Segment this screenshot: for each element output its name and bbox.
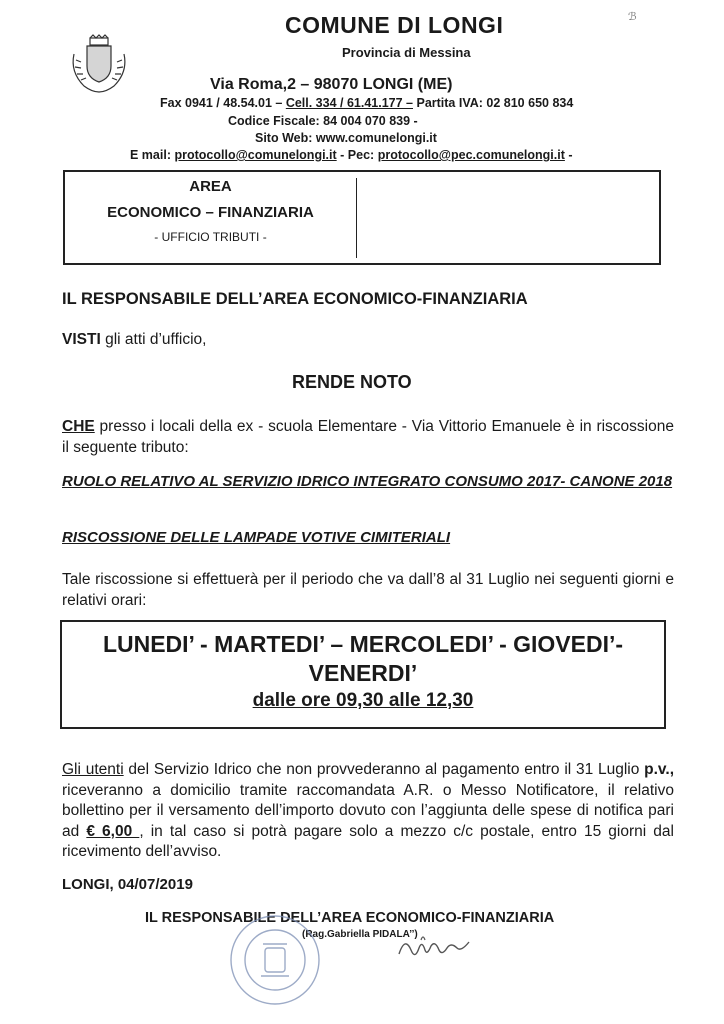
handwritten-signature-icon	[395, 932, 475, 962]
area-box	[63, 170, 661, 265]
email-link[interactable]: protocollo@comunelongi.it	[174, 148, 337, 162]
utenti-text-1: del Servizio Idrico che non provvederanno al pagamento entro il 31 Luglio	[123, 761, 645, 778]
email-label: E mail:	[130, 148, 171, 162]
date-line: LONGI, 04/07/2019	[62, 876, 193, 893]
page-subtitle: Provincia di Messina	[342, 45, 471, 60]
utenti-paragraph	[62, 760, 674, 863]
utenti-text-2: riceveranno a domicilio tramite raccomandata A.R. o Messo Notificatore, il relativo bollettino per il versamento dell’importo dovuto con l’aggiunta delle spese di notifica pari ad	[62, 781, 674, 840]
contacts-line	[160, 96, 573, 110]
pv-bold: p.v.,	[644, 761, 674, 778]
schedule-box	[60, 620, 666, 729]
area-box-left	[65, 172, 356, 263]
fiscal-code: Codice Fiscale: 84 004 070 839 -	[228, 114, 418, 128]
schedule-days: LUNEDI’ - MARTEDI’ – MERCOLEDI’ - GIOVEDI’- VENERDI’	[102, 631, 624, 686]
vat-number: Partita IVA: 02 810 650 834	[416, 96, 574, 110]
pec-end: -	[568, 148, 573, 162]
pec-label: - Pec:	[340, 148, 375, 162]
visti-rest: gli atti d’ufficio,	[100, 331, 207, 348]
utenti-underlined: Gli utenti	[62, 761, 124, 778]
ruolo-item: RUOLO RELATIVO AL SERVIZIO IDRICO INTEGRATO CONSUMO 2017- CANONE 2018	[62, 473, 673, 490]
area-name: ECONOMICO – FINANZIARIA	[107, 204, 314, 221]
schedule-hours: dalle ore 09,30 alle 12,30	[252, 690, 474, 711]
office-name: - UFFICIO TRIBUTI -	[154, 230, 267, 244]
area-box-divider	[356, 178, 357, 258]
email-line	[130, 148, 573, 162]
municipal-crest-icon	[68, 34, 130, 94]
cell-phone: Cell. 334 / 61.41.177 –	[285, 96, 413, 110]
visti-bold: VISTI	[62, 331, 101, 348]
area-box-right	[358, 172, 659, 263]
riscossione-item: RISCOSSIONE DELLE LAMPADE VOTIVE CIMITERIALI	[62, 529, 451, 546]
corner-mark: ℬ	[628, 11, 637, 23]
signature-name: (Rag.Gabriella PIDALA’’)	[302, 929, 418, 940]
utenti-text-3: , in tal caso si potrà pagare solo a mezzo c/c postale, entro 15 giorni dal ricevimento dell’avviso.	[62, 822, 674, 860]
tale-paragraph: Tale riscossione si effettuerà per il periodo che va dall’8 al 31 Luglio nei seguenti giorni e relativi orari:	[62, 571, 674, 609]
fax: Fax 0941 / 48.54.01 –	[160, 96, 283, 110]
heading: IL RESPONSABILE DELL’AREA ECONOMICO-FINANZIARIA	[62, 290, 528, 308]
page-title: COMUNE DI LONGI	[285, 12, 504, 38]
area-label: AREA	[189, 178, 232, 195]
amount: € 6,00	[86, 822, 140, 840]
address: Via Roma,2 – 98070 LONGI (ME)	[210, 76, 453, 93]
visti-line	[62, 331, 206, 349]
che-rest: presso i locali della ex - scuola Elementare - Via Vittorio Emanuele è in riscossione il seguente tributo:	[62, 418, 674, 456]
official-stamp-icon	[225, 910, 325, 1010]
website: Sito Web: www.comunelongi.it	[255, 131, 437, 145]
signature-title: IL RESPONSABILE DELL’AREA ECONOMICO-FINANZIARIA	[145, 910, 555, 926]
pec-link[interactable]: protocollo@pec.comunelongi.it	[377, 148, 565, 162]
rende-noto: RENDE NOTO	[292, 372, 412, 392]
che-paragraph	[62, 417, 674, 458]
che-bold: CHE	[62, 418, 95, 435]
